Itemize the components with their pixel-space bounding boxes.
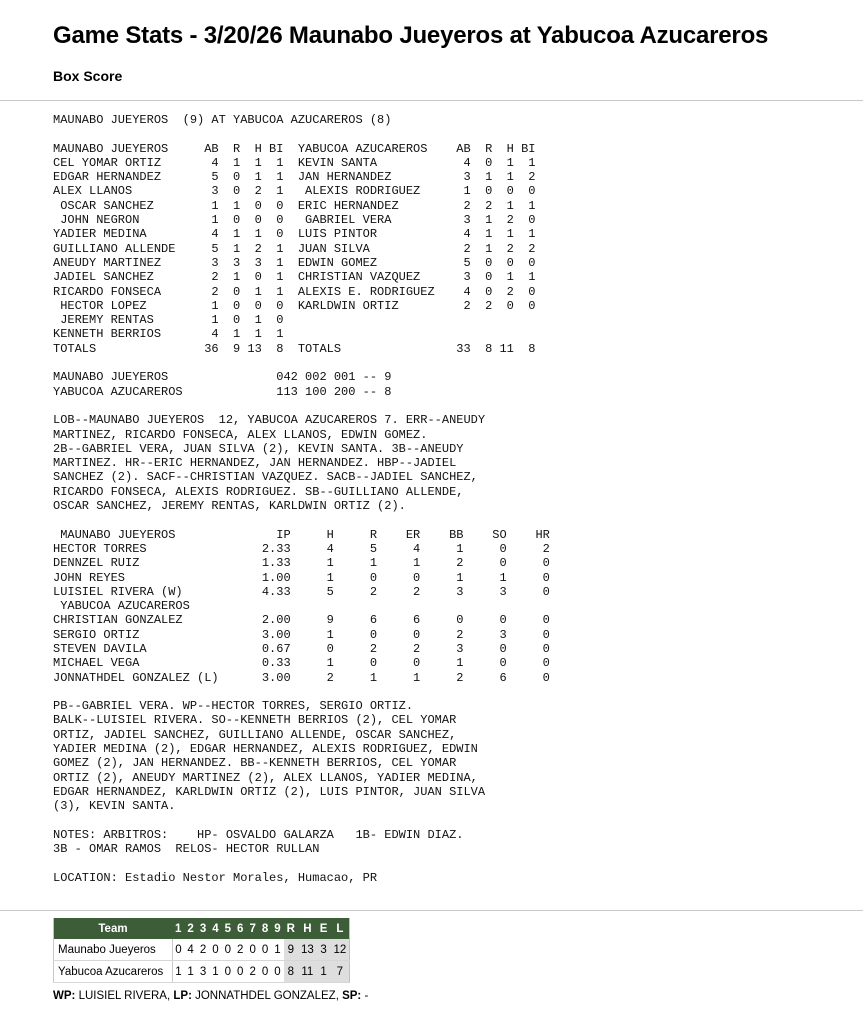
team-name: Yabucoa Azucareros — [54, 961, 173, 983]
box-score-line — [53, 856, 550, 870]
box-score-line: EDGAR HERNANDEZ 5 0 1 1 JAN HERNANDEZ 3 1 1 2 — [53, 170, 536, 185]
winning-pitcher: LUISIEL RIVERA — [78, 990, 167, 1002]
box-score-line: SERGIO ORTIZ 3.00 1 0 0 2 3 0 — [53, 627, 550, 642]
box-score-line: YADIER MEDINA 4 1 1 0 LUIS PINTOR 4 1 1 1 — [53, 227, 536, 242]
box-score-line: HECTOR TORRES 2.33 4 5 4 1 0 2 — [53, 541, 550, 556]
box-score-line: PB--GABRIEL VERA. WP--HECTOR TORRES, SERGIO ORTIZ. — [53, 699, 414, 714]
total-runs: 9 — [284, 939, 298, 961]
header-inning-5: 5 — [222, 918, 234, 939]
box-score-line: MARTINEZ, RICARDO FONSECA, ALEX LLANOS, EDWIN GOMEZ. — [53, 427, 428, 442]
inning-score: 0 — [222, 939, 234, 961]
header-inning-2: 2 — [184, 918, 196, 939]
inning-score: 0 — [222, 961, 234, 983]
box-score-line: YABUCOA AZUCAREROS 113 100 200 -- 8 — [53, 384, 392, 399]
box-score-line: OSCAR SANCHEZ, JEREMY RENTAS, KARLDWIN ORTIZ (2). — [53, 499, 406, 514]
box-score-line: JOHN NEGRON 1 0 0 0 GABRIEL VERA 3 1 2 0 — [53, 213, 536, 228]
box-score-line: OSCAR SANCHEZ 1 1 0 0 ERIC HERNANDEZ 2 2 1 1 — [53, 198, 536, 213]
save-pitcher: - — [364, 990, 369, 1002]
box-score-line: RICARDO FONSECA, ALEXIS RODRIGUEZ. SB--GUILLIANO ALLENDE, — [53, 484, 464, 499]
header-inning-1: 1 — [172, 918, 184, 939]
box-score-line: ANEUDY MARTINEZ 3 3 3 1 EDWIN GOMEZ 5 0 0 0 — [53, 255, 536, 270]
linescore-row-away — [54, 939, 350, 961]
box-score-line: RICARDO FONSECA 2 0 1 1 ALEXIS E. RODRIGUEZ 4 0 2 0 — [53, 284, 536, 299]
box-score-line: JONNATHDEL GONZALEZ (L) 3.00 2 1 1 2 6 0 — [53, 670, 550, 685]
header-lob: L — [330, 918, 349, 939]
header-inning-9: 9 — [271, 918, 283, 939]
linescore-table — [53, 918, 350, 983]
sp-label: SP: — [342, 990, 362, 1002]
box-score-line: EDGAR HERNANDEZ, KARLDWIN ORTIZ (2), LUIS PINTOR, JUAN SILVA — [53, 784, 486, 799]
wp-label: WP: — [53, 990, 76, 1002]
header-inning-8: 8 — [259, 918, 271, 939]
box-score-heading: Box Score — [53, 68, 123, 84]
inning-score: 2 — [234, 939, 246, 961]
box-score-line — [53, 513, 550, 527]
pitching-decisions: WP: LUISIEL RIVERA, LP: JONNATHDEL GONZALEZ, SP: - — [53, 990, 369, 1002]
box-score-line: MAUNABO JUEYEROS IP H R ER BB SO HR — [53, 527, 550, 542]
inning-score: 0 — [209, 939, 221, 961]
header-inning-7: 7 — [246, 918, 258, 939]
page-title: Game Stats - 3/20/26 Maunabo Jueyeros at Yabucoa Azucareros — [53, 22, 769, 49]
box-score-line: MAUNABO JUEYEROS (9) AT YABUCOA AZUCAREROS (8) — [53, 113, 392, 127]
header-inning-6: 6 — [234, 918, 246, 939]
box-score-line: YABUCOA AZUCAREROS — [53, 599, 190, 614]
header-inning-3: 3 — [197, 918, 209, 939]
box-score-line — [53, 127, 550, 141]
box-score-line: GUILLIANO ALLENDE 5 1 2 1 JUAN SILVA 2 1 2 2 — [53, 241, 536, 256]
box-score-line — [53, 685, 550, 699]
total-hits: 11 — [298, 961, 317, 983]
box-score-line — [53, 814, 550, 828]
box-score-text — [53, 113, 550, 885]
total-lob: 12 — [330, 939, 349, 961]
box-score-line — [53, 399, 550, 413]
box-score-line: GOMEZ (2), JAN HERNANDEZ. BB--KENNETH BERRIOS, CEL YOMAR — [53, 756, 457, 771]
box-score-line: CEL YOMAR ORTIZ 4 1 1 1 KEVIN SANTA 4 0 1 1 — [53, 155, 536, 170]
box-score-line: STEVEN DAVILA 0.67 0 2 2 3 0 0 — [53, 641, 550, 656]
inning-score: 0 — [259, 939, 271, 961]
box-score-line: ORTIZ (2), ANEUDY MARTINEZ (2), ALEX LLANOS, YADIER MEDINA, — [53, 770, 478, 785]
box-score-line: YADIER MEDINA (2), EDGAR HERNANDEZ, ALEXIS RODRIGUEZ, EDWIN — [53, 742, 478, 757]
inning-score: 1 — [209, 961, 221, 983]
inning-score: 0 — [172, 939, 184, 961]
box-score-line: SANCHEZ (2). SACF--CHRISTIAN VAZQUEZ. SACB--JADIEL SANCHEZ, — [53, 470, 478, 485]
inning-score: 4 — [184, 939, 196, 961]
box-score-line: MAUNABO JUEYEROS 042 002 001 -- 9 — [53, 370, 392, 385]
box-score-line: LOB--MAUNABO JUEYEROS 12, YABUCOA AZUCAREROS 7. ERR--ANEUDY — [53, 413, 486, 428]
total-errors: 3 — [317, 939, 331, 961]
losing-pitcher: JONNATHDEL GONZALEZ — [195, 990, 336, 1002]
inning-score: 0 — [246, 939, 258, 961]
box-score-line: JEREMY RENTAS 1 0 1 0 — [53, 313, 284, 328]
box-score-line: JADIEL SANCHEZ 2 1 0 1 CHRISTIAN VAZQUEZ 3 0 1 1 — [53, 270, 536, 285]
lp-label: LP: — [173, 990, 192, 1002]
box-score-line: MARTINEZ. HR--ERIC HERNANDEZ, JAN HERNANDEZ. HBP--JADIEL — [53, 456, 457, 471]
inning-score: 1 — [172, 961, 184, 983]
team-name: Maunabo Jueyeros — [54, 939, 173, 961]
box-score-line: LUISIEL RIVERA (W) 4.33 5 2 2 3 3 0 — [53, 584, 550, 599]
linescore-header-row — [54, 918, 350, 939]
box-score-line: MAUNABO JUEYEROS AB R H BI YABUCOA AZUCAREROS AB R H BI — [53, 141, 536, 156]
linescore-row-home — [54, 961, 350, 983]
box-score-line: NOTES: ARBITROS: HP- OSVALDO GALARZA 1B- EDWIN DIAZ. — [53, 827, 464, 842]
header-team: Team — [54, 918, 173, 939]
box-score-line: LOCATION: Estadio Nestor Morales, Humacao, PR — [53, 870, 378, 885]
box-score-line: DENNZEL RUIZ 1.33 1 1 1 2 0 0 — [53, 556, 550, 571]
box-score-line: TOTALS 36 9 13 8 TOTALS 33 8 11 8 — [53, 341, 536, 356]
box-score-line: KENNETH BERRIOS 4 1 1 1 — [53, 327, 284, 342]
total-errors: 1 — [317, 961, 331, 983]
box-score-line: 2B--GABRIEL VERA, JUAN SILVA (2), KEVIN SANTA. 3B--ANEUDY — [53, 441, 464, 456]
divider-top — [0, 100, 863, 101]
divider-bottom — [0, 910, 863, 911]
box-score-line: ALEX LLANOS 3 0 2 1 ALEXIS RODRIGUEZ 1 0 0 0 — [53, 184, 536, 199]
header-runs: R — [284, 918, 298, 939]
inning-score: 3 — [197, 961, 209, 983]
box-score-line: HECTOR LOPEZ 1 0 0 0 KARLDWIN ORTIZ 2 2 0 0 — [53, 298, 536, 313]
total-hits: 13 — [298, 939, 317, 961]
box-score-line: (3), KEVIN SANTA. — [53, 799, 176, 814]
inning-score: 0 — [271, 961, 283, 983]
inning-score: 0 — [259, 961, 271, 983]
box-score-line: 3B - OMAR RAMOS RELOS- HECTOR RULLAN — [53, 842, 320, 857]
box-score-line: BALK--LUISIEL RIVERA. SO--KENNETH BERRIOS (2), CEL YOMAR — [53, 713, 457, 728]
box-score-line: ORTIZ, JADIEL SANCHEZ, GUILLIANO ALLENDE, OSCAR SANCHEZ, — [53, 727, 457, 742]
inning-score: 1 — [271, 939, 283, 961]
inning-score: 1 — [184, 961, 196, 983]
header-errors: E — [317, 918, 331, 939]
box-score-line: CHRISTIAN GONZALEZ 2.00 9 6 6 0 0 0 — [53, 613, 550, 628]
inning-score: 0 — [234, 961, 246, 983]
header-hits: H — [298, 918, 317, 939]
total-runs: 8 — [284, 961, 298, 983]
inning-score: 2 — [246, 961, 258, 983]
box-score-line — [53, 356, 550, 370]
box-score-line: JOHN REYES 1.00 1 0 0 1 1 0 — [53, 570, 550, 585]
header-inning-4: 4 — [209, 918, 221, 939]
box-score-line: MICHAEL VEGA 0.33 1 0 0 1 0 0 — [53, 656, 550, 671]
total-lob: 7 — [330, 961, 349, 983]
inning-score: 2 — [197, 939, 209, 961]
